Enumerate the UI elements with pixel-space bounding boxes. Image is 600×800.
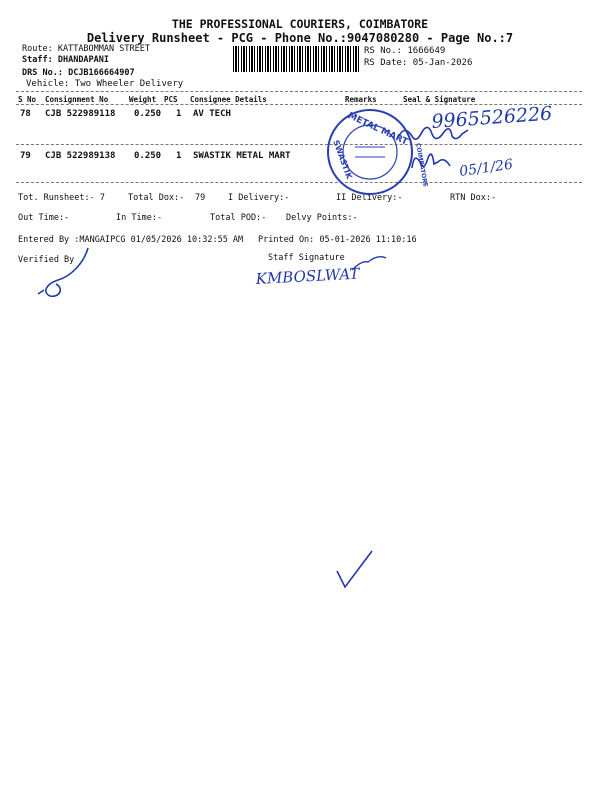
row-consignment: CJB 522989118 <box>45 109 116 119</box>
check-mark <box>337 551 372 587</box>
col-remarks-header: Remarks <box>345 95 377 104</box>
rs-date-value: 05-Jan-2026 <box>412 58 473 68</box>
row-consignment: CJB 522989138 <box>45 151 116 161</box>
row-consignee: AV TECH <box>193 109 231 119</box>
stamp-right-text: COIMBATORE <box>414 142 429 188</box>
handwritten-phone: 9965526226 <box>430 102 553 133</box>
total-pod: Total POD:- <box>210 213 267 223</box>
row-weight: 0.250 <box>134 109 162 119</box>
row-weight: 0.250 <box>134 151 162 161</box>
staff-signature: KMBOSLWAT <box>255 264 360 288</box>
vehicle-value: Two Wheeler Delivery <box>74 79 184 89</box>
col-consignee-header: Consignee Details <box>190 95 267 104</box>
company-title: THE PROFESSIONAL COURIERS, COIMBATORE <box>171 17 429 31</box>
col-pcs-header: PCS <box>164 95 178 104</box>
drs-label: DRS No.: <box>22 68 63 78</box>
col-sno-header: S No <box>18 95 37 104</box>
rtn-dox: RTN Dox:- <box>450 193 497 203</box>
rs-no-label: RS No.: <box>364 46 402 56</box>
staff-value: DHANDAPANI <box>57 55 110 65</box>
staff-signature-label: Staff Signature <box>268 253 345 263</box>
i-delivery: I Delivery:- <box>228 193 290 203</box>
ii-delivery: II Delivery:- <box>336 193 403 203</box>
verified-signature <box>38 248 88 296</box>
rs-no-value: 1666649 <box>407 46 446 56</box>
drs-value: DCJB166664907 <box>68 68 135 78</box>
rs-date-label: RS Date: <box>364 58 408 68</box>
vehicle-label: Vehicle: <box>26 79 70 89</box>
stamp-left-text: SWASTIK <box>331 138 354 181</box>
row-pcs: 1 <box>176 109 182 119</box>
printed-on: Printed On: 05-01-2026 11:10:16 <box>258 235 417 245</box>
in-time: In Time:- <box>116 213 163 223</box>
row-consignee: SWASTIK METAL MART <box>193 151 291 161</box>
row-sno: 79 <box>20 151 31 161</box>
route-label: Route: <box>22 44 53 54</box>
stamp-top-text: METAL MART <box>346 111 410 148</box>
row-pcs: 1 <box>176 151 182 161</box>
total-dox-label: Total Dox:- <box>128 193 185 203</box>
col-weight-header: Weight <box>129 95 157 104</box>
delvy-points: Delvy Points:- <box>286 213 358 223</box>
route-value: KATTABOMMAN STREET <box>57 44 150 54</box>
tot-runsheet: Tot. Runsheet:- 7 <box>18 193 105 203</box>
handwritten-date: 05/1/26 <box>458 156 515 180</box>
runsheet-subtitle: Delivery Runsheet - PCG - Phone No.:9047080280 - Page No.:7 <box>86 31 514 45</box>
entered-by: Entered By :MANGAIPCG 01/05/2026 10:32:55 AM <box>18 235 244 245</box>
col-seal-header: Seal & Signature <box>403 95 476 104</box>
col-consignment-header: Consignment No <box>45 95 109 104</box>
out-time: Out Time:- <box>18 213 70 223</box>
row-sno: 78 <box>20 109 31 119</box>
verified-by-label: Verified By <box>18 255 75 265</box>
staff-label: Staff: <box>22 55 53 65</box>
total-dox-value: 79 <box>195 193 206 203</box>
